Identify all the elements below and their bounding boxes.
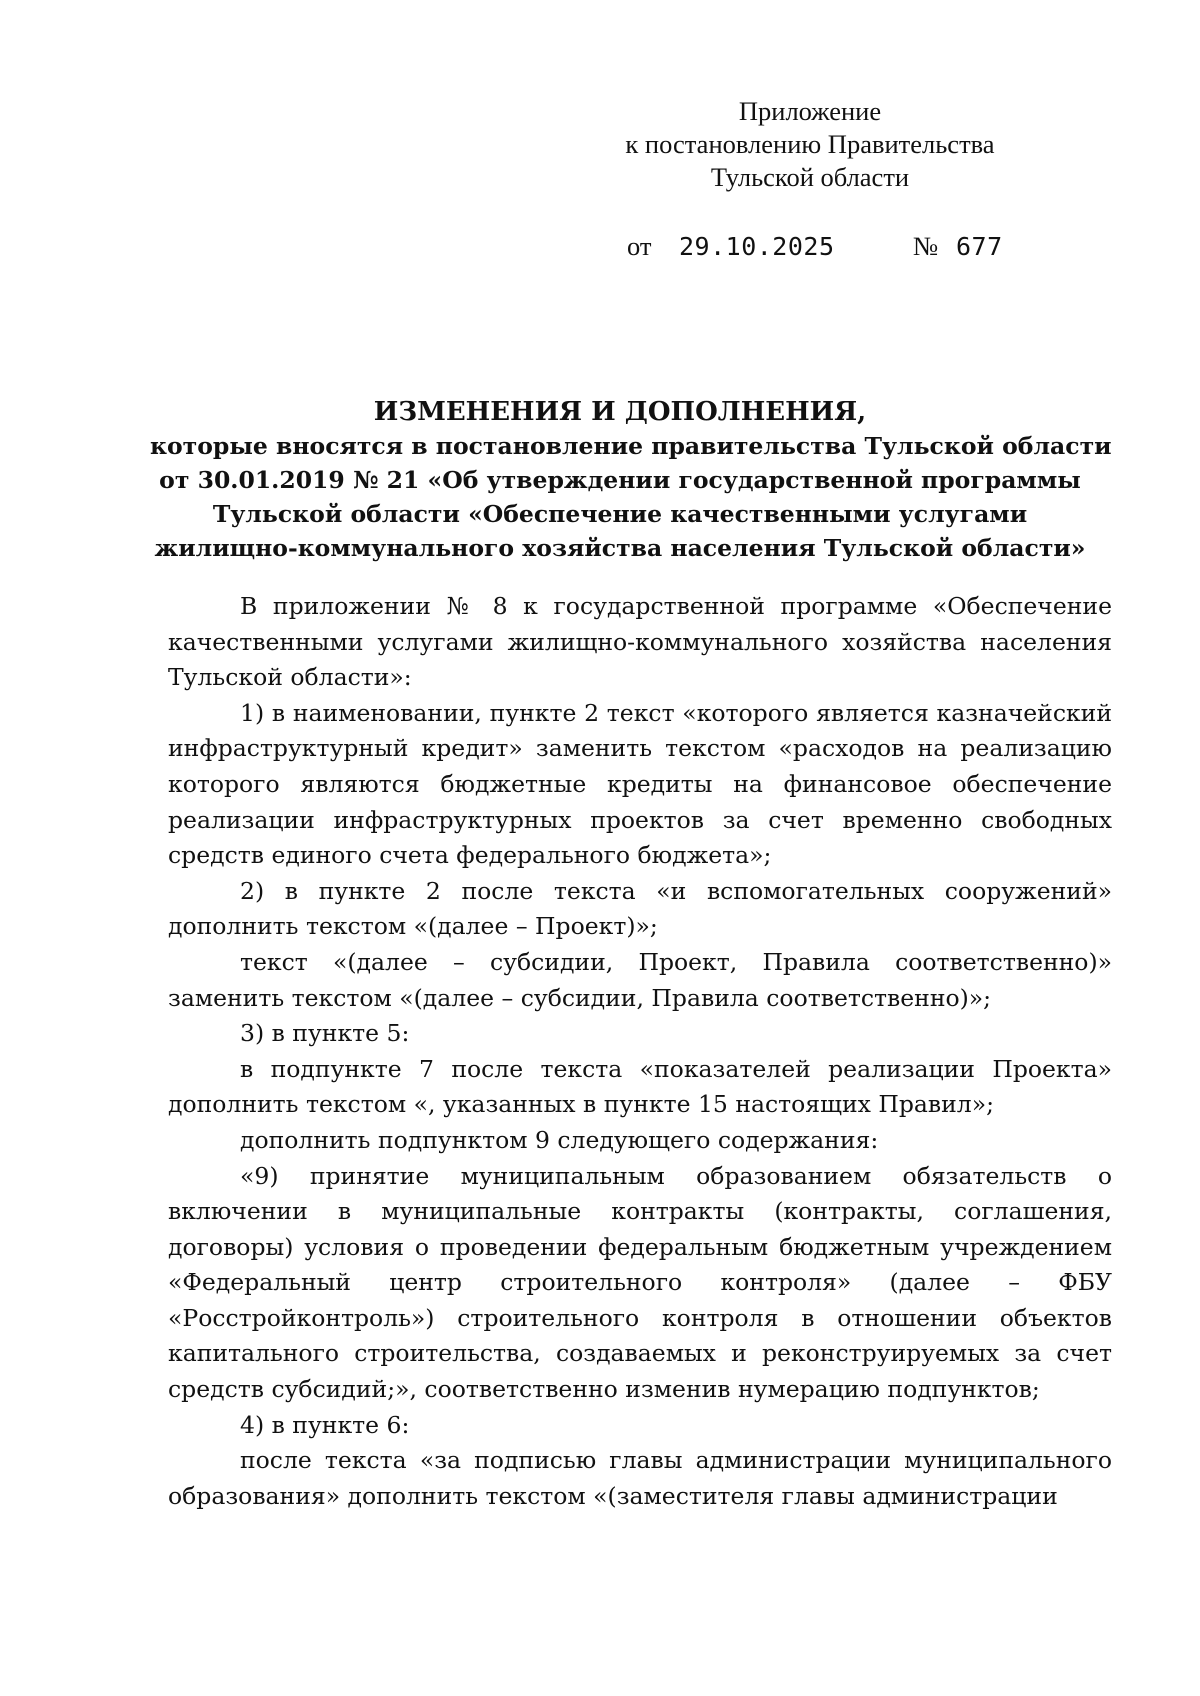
doc-date: 29.10.2025 [679, 232, 835, 261]
body-paragraph: в подпункте 7 после текста «показателей реализации Проекта» дополнить текстом «, указанных в пункте 15 настоящих Правил»; [168, 1054, 1112, 1119]
body-paragraph: дополнить подпунктом 9 следующего содержания: [240, 1125, 879, 1154]
body-paragraph-item-3: 3) в пункте 5: [240, 1019, 410, 1048]
body-paragraph-item-2: 2) в пункте 2 после текста «и вспомогательных сооружений» дополнить текстом «(далее – Проект)»; [168, 876, 1112, 941]
doc-number: 677 [956, 232, 1003, 261]
appendix-title: Приложение [738, 96, 882, 126]
body-paragraph: после текста «за подписью главы администрации муниципального образования» дополнить текстом «(заместителя главы администрации [168, 1446, 1112, 1510]
title-line: которые вносятся в постановление правительства Тульской области [150, 432, 1112, 460]
appendix-region: Тульской области [710, 162, 910, 192]
doc-number-sign: № [913, 231, 939, 261]
appendix-to-resolution: к постановлению Правительства [625, 129, 995, 159]
document-body [168, 589, 1112, 1514]
body-paragraph-intro: В приложении № 8 к государственной программе «Обеспечение качественными услугами жилищно-коммунального хозяйства населения Тульской области»: [168, 592, 1112, 692]
body-paragraph: текст «(далее – субсидии, Проект, Правила соответственно)» заменить текстом «(далее – субсидии, Правила соответственно)»; [168, 947, 1112, 1012]
title-line: Тульской области «Обеспечение качественными услугами [212, 500, 1028, 528]
title-line: от 30.01.2019 № 21 «Об утверждении государственной программы [159, 466, 1081, 494]
appendix-header [600, 95, 1020, 194]
body-paragraph-subitem-9: «9) принятие муниципальным образованием обязательств о включении в муниципальные контракты (контракты, соглашения, договоры) условия о проведении федеральным бюджетным учреждением «Федеральный центр строительного контроля» (далее – ФБУ «Росстройконтроль») строительного контроля в отношении объектов капитального строительства, создаваемых и реконструируемых за счет средств субсидий;», соответственно изменив нумерацию подпунктов; [168, 1161, 1112, 1404]
doc-date-label: от [627, 231, 652, 261]
title-line: жилищно-коммунального хозяйства населения Тульской области» [154, 534, 1086, 562]
body-paragraph-item-4: 4) в пункте 6: [240, 1410, 410, 1439]
title-main: ИЗМЕНЕНИЯ И ДОПОЛНЕНИЯ, [373, 397, 867, 427]
document-title [150, 395, 1112, 565]
body-paragraph-item-1: 1) в наименовании, пункте 2 текст «которого является казначейский инфраструктурный кредит» заменить текстом «расходов на реализацию которого являются бюджетные кредиты на финансовое обеспечение реализации инфраструктурных проектов за счет временно свободных средств единого счета федерального бюджета»; [168, 698, 1112, 870]
